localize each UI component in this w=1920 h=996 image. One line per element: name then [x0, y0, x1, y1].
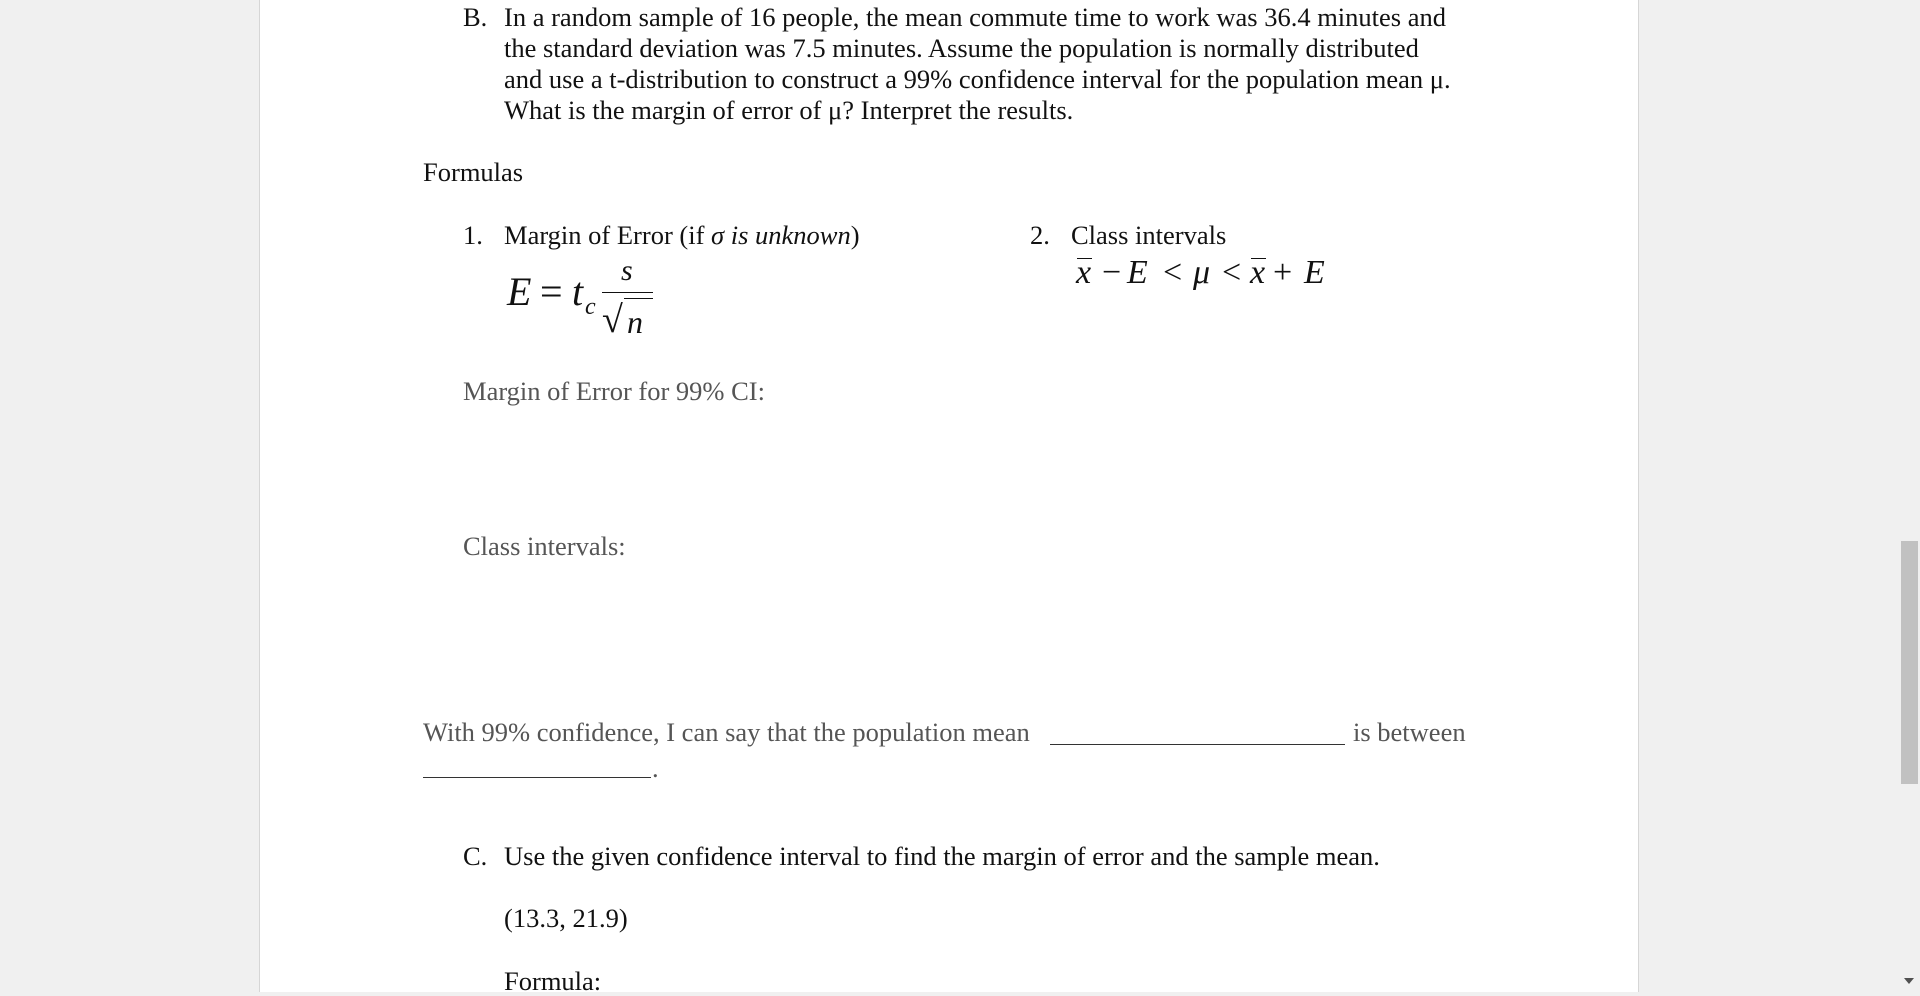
radical-bar: [624, 298, 653, 299]
interpretation-end: .: [652, 753, 659, 783]
problem-c-formula-label: Formula:: [504, 966, 602, 996]
class-intervals-prompt: Class intervals:: [463, 531, 626, 561]
vertical-scrollbar[interactable]: [1898, 0, 1920, 992]
problem-c-text: Use the given confidence interval to find the margin of error and the sample mean.: [504, 841, 1380, 871]
interval-blank[interactable]: [423, 777, 651, 778]
fraction-bar: [602, 292, 653, 293]
formula-2-title: Class intervals: [1071, 220, 1227, 250]
problem-c-marker: C.: [463, 841, 488, 871]
xbar-overline-2: [1251, 258, 1266, 259]
interpretation-middle: is between: [1353, 717, 1466, 747]
problem-b-line-4: What is the margin of error of μ? Interpret the results.: [504, 95, 1074, 125]
scroll-down-arrow-icon[interactable]: [1904, 978, 1914, 984]
formula-1-number: 1.: [463, 220, 483, 250]
population-mean-blank[interactable]: [1050, 744, 1345, 745]
problem-b-line-3: and use a t-distribution to construct a 99% confidence interval for the population mean μ.: [504, 64, 1451, 94]
formulas-heading: Formulas: [423, 157, 524, 187]
scrollbar-thumb[interactable]: [1901, 541, 1918, 784]
xbar-overline-1: [1077, 258, 1092, 259]
formula-1-title: Margin of Error (if σ is unknown): [504, 220, 860, 250]
problem-b-line-1: In a random sample of 16 people, the mean commute time to work was 36.4 minutes and: [504, 2, 1446, 32]
interpretation-start: With 99% confidence, I can say that the population mean: [423, 717, 1030, 747]
problem-b-marker: B.: [463, 2, 488, 32]
problem-b-line-2: the standard deviation was 7.5 minutes. Assume the population is normally distributed: [504, 33, 1419, 63]
formula-2-number: 2.: [1030, 220, 1050, 250]
document-page: B. In a random sample of 16 people, the mean commute time to work was 36.4 minutes and the standard deviation was 7.5 minutes. Assume the population is normally distributed and use a t-distribution to construct a 99% confidence interval for the population mean μ. What is the margin of error of μ? Interpret the results. Formulas 1. Margin of Error (if σ is unknown) E = t c s √ n 2. Class intervals x − E < μ < x + E Margin of Error for 99% CI: Class intervals: With 99% confidence, I can say that the population mean is between . C. Use the given confidence interval to find the margin of error and the sample mean. (13.3, 21.9) Formula:: [259, 0, 1639, 992]
margin-of-error-prompt: Margin of Error for 99% CI:: [463, 376, 765, 406]
given-interval: (13.3, 21.9): [504, 903, 628, 933]
